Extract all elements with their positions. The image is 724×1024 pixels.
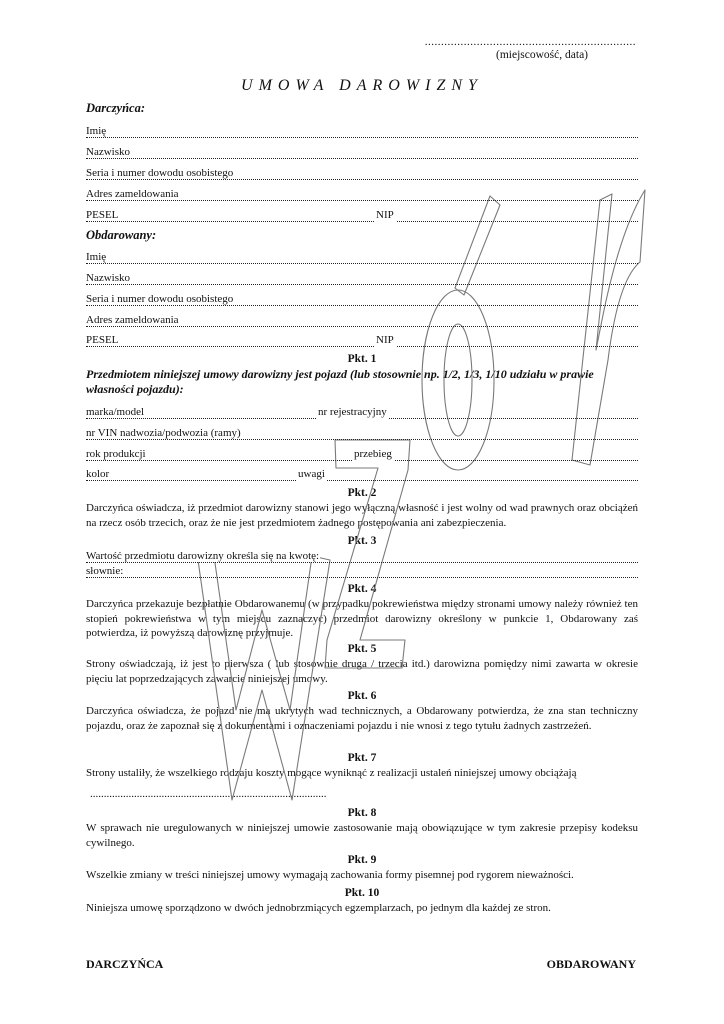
field-label: nr VIN nadwozia/podwozia (ramy) xyxy=(86,427,241,439)
pkt2-title: Pkt. 2 xyxy=(347,487,377,499)
pkt8-text: W sprawach nie uregulowanych w niniejszej umowie zastosowanie mają obowiązujące w tym zakresie przepisy kodeksu cywilnego. xyxy=(86,822,638,849)
donor-address-field[interactable] xyxy=(86,187,638,201)
pkt7-text: Strony ustaliły, że wszelkiego rodzaju koszty mogące wyniknąć z realizacji ustaleń niniejszej umowy obciążają xyxy=(86,767,577,779)
pkt7-title: Pkt. 7 xyxy=(347,752,377,764)
pkt1-text: Przedmiotem niniejszej umowy darowizny jest pojazd (lub stosownie np. 1/2, 1/3, 1/10 udziału w prawie własności pojazdu): xyxy=(86,367,594,396)
pkt5-title: Pkt. 5 xyxy=(347,643,377,655)
field-label: PESEL xyxy=(86,209,119,221)
document-title: UMOWA DAROWIZNY xyxy=(241,77,483,94)
pkt5-text: Strony oświadczają, iż jest to pierwsza ( lub stosownie druga / trzecia itd.) darowizna pomiędzy nimi zawarta w okresie pięciu lat poprzedzających zawarcie niniejszej umowy. xyxy=(86,658,638,685)
field-label: Imię xyxy=(86,251,107,263)
pkt7-dots[interactable]: ...................................................................................... xyxy=(90,788,327,800)
field-label: słownie: xyxy=(86,565,124,577)
pkt3-title: Pkt. 3 xyxy=(347,535,377,547)
pkt9-text: Wszelkie zmiany w treści niniejszej umowy wymagają zachowania formy pisemnej pod rygorem nieważności. xyxy=(86,869,574,881)
recipient-pesel-nip-field[interactable] xyxy=(86,333,638,347)
field-label: Seria i numer dowodu osobistego xyxy=(86,167,234,179)
place-date-dots: ................................................................. xyxy=(424,36,636,48)
donor-first-name-field[interactable] xyxy=(86,124,638,138)
donor-id-card-field[interactable] xyxy=(86,166,638,180)
field-label: przebieg xyxy=(354,448,392,460)
vehicle-make-reg-field[interactable] xyxy=(86,405,638,419)
donor-signature-label: DARCZYŃCA xyxy=(86,957,164,971)
pkt4-text: Darczyńca przekazuje bezpłatnie Obdarowanemu (w przypadku pokrewieństwa między stronami umowy należy również ten stopień pokrewieństwa w tym miejscu zaznaczyć) przedmiot darowizny określony w punkcie 1, Obdarowany zaś potwierdza, iż powyższą darowiznę przyjmuje. xyxy=(86,598,638,639)
pkt4-title: Pkt. 4 xyxy=(347,583,377,595)
field-label: nr rejestracyjny xyxy=(318,406,387,418)
pkt1-title: Pkt. 1 xyxy=(347,353,377,365)
field-label: rok produkcji xyxy=(86,448,146,460)
recipient-id-card-field[interactable] xyxy=(86,292,638,306)
place-date-label: (miejscowość, data) xyxy=(496,49,588,61)
vehicle-year-mileage-field[interactable] xyxy=(86,447,638,461)
field-label: uwagi xyxy=(298,468,325,480)
recipient-signature-label: OBDAROWANY xyxy=(546,957,636,971)
pkt6-text: Darczyńca oświadcza, że pojazd nie ma ukrytych wad technicznych, a Obdarowany potwierdza, że zna stan techniczny pojazdu, oraz że zapoznał się z dokumentami i oznaczeniami pojazdu i nie wnosi z tego tytułu żadnych zastrzeżeń. xyxy=(86,705,638,732)
pkt10-title: Pkt. 10 xyxy=(344,887,380,899)
vehicle-vin-field[interactable] xyxy=(86,426,638,440)
donor-last-name-field[interactable] xyxy=(86,145,638,159)
field-label: NIP xyxy=(376,209,394,221)
donation-value-field[interactable] xyxy=(86,549,638,563)
field-label: Adres zameldowania xyxy=(86,314,179,326)
pkt8-title: Pkt. 8 xyxy=(347,807,377,819)
pkt9-title: Pkt. 9 xyxy=(347,854,377,866)
field-label: NIP xyxy=(376,334,394,346)
field-label: marka/model xyxy=(86,406,145,418)
recipient-first-name-field[interactable] xyxy=(86,250,638,264)
donor-pesel-nip-field[interactable] xyxy=(86,208,638,222)
pkt10-text: Niniejsza umowę sporządzono w dwóch jednobrzmiących egzemplarzach, po jednym dla każdej ze stron. xyxy=(86,902,551,914)
field-label: Adres zameldowania xyxy=(86,188,179,200)
field-label: Wartość przedmiotu darowizny określa się na kwotę: xyxy=(86,550,320,562)
field-label: Nazwisko xyxy=(86,272,130,284)
field-label: Seria i numer dowodu osobistego xyxy=(86,293,234,305)
donation-value-words-field[interactable] xyxy=(86,564,638,578)
donor-heading: Darczyńca: xyxy=(86,101,146,115)
field-label: PESEL xyxy=(86,334,119,346)
field-label: Imię xyxy=(86,125,107,137)
pkt2-text: Darczyńca oświadcza, iż przedmiot darowizny stanowi jego wyłączną własność i jest wolny od wad prawnych oraz obciążeń na rzecz osób trzecich, oraz że nie jest przedmiotem żadnego postępowania ani zabezpieczenia. xyxy=(86,502,638,529)
recipient-address-field[interactable] xyxy=(86,313,638,327)
vehicle-color-notes-field[interactable] xyxy=(86,467,638,481)
field-label: Nazwisko xyxy=(86,146,130,158)
field-label: kolor xyxy=(86,468,110,480)
recipient-heading: Obdarowany: xyxy=(86,228,157,242)
pkt6-title: Pkt. 6 xyxy=(347,690,377,702)
recipient-last-name-field[interactable] xyxy=(86,271,638,285)
